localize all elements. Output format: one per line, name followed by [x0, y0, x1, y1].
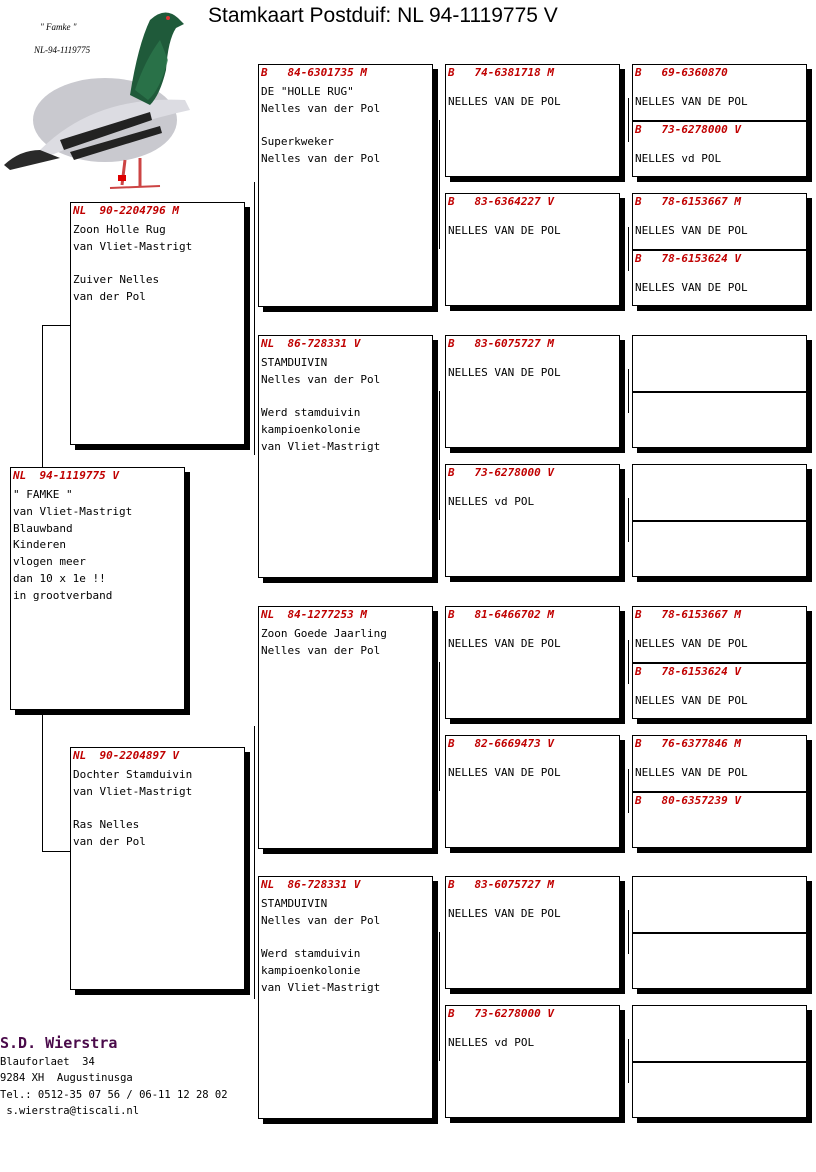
ring-number: B 82-6669473 V	[448, 737, 554, 750]
great-grandparent-card	[445, 876, 620, 989]
connector-line	[628, 910, 629, 954]
gen5-card	[632, 876, 807, 933]
connector-line	[628, 498, 629, 542]
connector-line	[628, 369, 629, 413]
subject-card	[10, 467, 185, 710]
address-line: Blauforlaet 34	[0, 1056, 95, 1068]
owner-address	[0, 1054, 228, 1120]
connector-line	[628, 769, 629, 813]
owner-name: S.D. Wierstra	[0, 1034, 118, 1052]
pigeon-info: " FAMKE " van Vliet-Mastrigt Blauwband Kinderen vlogen meer dan 10 x 1e !! in grootverband	[13, 488, 133, 602]
grandparent-card	[258, 606, 433, 849]
ring-number	[635, 466, 804, 480]
pigeon-info: NELLES vd POL	[448, 495, 535, 508]
pigeon-info: Dochter Stamduivin van Vliet-Mastrigt Ras Nelles van der Pol	[73, 768, 193, 849]
great-grandparent-card	[445, 193, 620, 306]
pigeon-info: NELLES VAN DE POL	[448, 95, 561, 108]
gen5-card	[632, 193, 807, 250]
great-grandparent-card	[445, 64, 620, 177]
pigeon-info: NELLES VAN DE POL	[635, 95, 748, 108]
grandparent-card	[258, 64, 433, 307]
pigeon-info: NELLES VAN DE POL	[635, 637, 748, 650]
gen5-card	[632, 606, 807, 663]
pigeon-info: Zoon Goede Jaarling Nelles van der Pol	[261, 627, 387, 657]
ring-number	[635, 1007, 804, 1021]
gen5-card	[632, 792, 807, 848]
ring-number: NL 86-728331 V	[261, 337, 361, 350]
dam-card	[70, 747, 245, 990]
phone-line: Tel.: 0512-35 07 56 / 06-11 12 28 02	[0, 1088, 228, 1101]
ring-number: B 83-6364227 V	[448, 195, 554, 208]
gen5-card	[632, 1062, 807, 1118]
address-line: 9284 XH Augustinusga	[0, 1072, 133, 1085]
photo-caption-ring: NL-94-1119775	[34, 45, 91, 55]
connector-line	[439, 932, 440, 1061]
ring-number: B 69-6360870	[635, 66, 728, 79]
pigeon-info: NELLES VAN DE POL	[448, 637, 561, 650]
ring-number: B 73-6278000 V	[635, 123, 741, 136]
ring-number: B 74-6381718 M	[448, 66, 554, 79]
connector-line	[628, 640, 629, 684]
ring-number: B 80-6357239 V	[635, 794, 741, 807]
great-grandparent-card	[445, 335, 620, 448]
ring-number: B 78-6153667 M	[635, 608, 741, 621]
ring-number: B 83-6075727 M	[448, 337, 554, 350]
connector-line	[42, 325, 70, 326]
grandparent-card	[258, 335, 433, 578]
pigeon-info: NELLES VAN DE POL	[448, 366, 561, 379]
ring-number: B 78-6153667 M	[635, 195, 741, 208]
pigeon-info: NELLES VAN DE POL	[448, 224, 561, 237]
connector-line	[439, 120, 440, 249]
ring-number	[635, 394, 804, 408]
ring-number	[635, 1064, 804, 1078]
pigeon-info: STAMDUIVIN Nelles van der Pol Werd stamduivin kampioenkolonie van Vliet-Mastrigt	[261, 897, 381, 994]
pigeon-info: NELLES VAN DE POL	[635, 766, 748, 779]
connector-line	[254, 726, 255, 999]
great-grandparent-card	[445, 464, 620, 577]
page-title: Stamkaart Postduif: NL 94-1119775 V	[208, 4, 558, 27]
ring-number: NL 94-1119775 V	[13, 469, 119, 482]
connector-line	[628, 1039, 629, 1083]
ring-number	[635, 337, 804, 351]
pigeon-info: NELLES VAN DE POL	[635, 224, 748, 237]
ring-number: B 76-6377846 M	[635, 737, 741, 750]
great-grandparent-card	[445, 606, 620, 719]
gen5-card	[632, 335, 807, 392]
connector-line	[628, 227, 629, 271]
connector-line	[439, 662, 440, 791]
gen5-card	[632, 392, 807, 448]
sire-card	[70, 202, 245, 445]
gen5-card	[632, 64, 807, 121]
ring-number: NL 86-728331 V	[261, 878, 361, 891]
gen5-card	[632, 933, 807, 989]
gen5-card	[632, 1005, 807, 1062]
ring-number	[635, 523, 804, 537]
pigeon-info: NELLES VAN DE POL	[635, 694, 748, 707]
gen5-card	[632, 735, 807, 792]
gen5-card	[632, 464, 807, 521]
connector-line	[628, 98, 629, 142]
photo-caption-name: " Famke "	[40, 22, 77, 32]
ring-number: B 84-6301735 M	[261, 66, 367, 79]
ring-number: B 73-6278000 V	[448, 1007, 554, 1020]
email-line: s.wierstra@tiscali.nl	[0, 1105, 140, 1118]
pigeon-info: Zoon Holle Rug van Vliet-Mastrigt Zuiver Nelles van der Pol	[73, 223, 193, 304]
great-grandparent-card	[445, 1005, 620, 1118]
gen5-card	[632, 663, 807, 719]
connector-line	[42, 851, 70, 852]
pigeon-info: DE "HOLLE RUG" Nelles van der Pol Superkweker Nelles van der Pol	[261, 85, 381, 166]
ring-number: B 81-6466702 M	[448, 608, 554, 621]
pigeon-info: NELLES VAN DE POL	[448, 907, 561, 920]
pigeon-info: NELLES VAN DE POL	[448, 766, 561, 779]
ring-number: NL 84-1277253 M	[261, 608, 367, 621]
ring-number: B 73-6278000 V	[448, 466, 554, 479]
ring-number: NL 90-2204796 M	[73, 204, 179, 217]
great-grandparent-card	[445, 735, 620, 848]
ring-number: B 83-6075727 M	[448, 878, 554, 891]
connector-line	[439, 391, 440, 520]
ring-number	[635, 935, 804, 949]
pigeon-info: NELLES vd POL	[635, 152, 722, 165]
pigeon-photo	[0, 0, 200, 200]
pigeon-info: STAMDUIVIN Nelles van der Pol Werd stamduivin kampioenkolonie van Vliet-Mastrigt	[261, 356, 381, 453]
gen5-card	[632, 121, 807, 177]
owner-block	[0, 1034, 228, 1120]
ring-number: B 78-6153624 V	[635, 665, 741, 678]
ring-number	[635, 878, 804, 892]
grandparent-card	[258, 876, 433, 1119]
pigeon-info: NELLES VAN DE POL	[635, 281, 748, 294]
gen5-card	[632, 250, 807, 306]
ring-number: B 78-6153624 V	[635, 252, 741, 265]
ring-number: NL 90-2204897 V	[73, 749, 179, 762]
pigeon-info: NELLES vd POL	[448, 1036, 535, 1049]
connector-line	[254, 182, 255, 455]
gen5-card	[632, 521, 807, 577]
